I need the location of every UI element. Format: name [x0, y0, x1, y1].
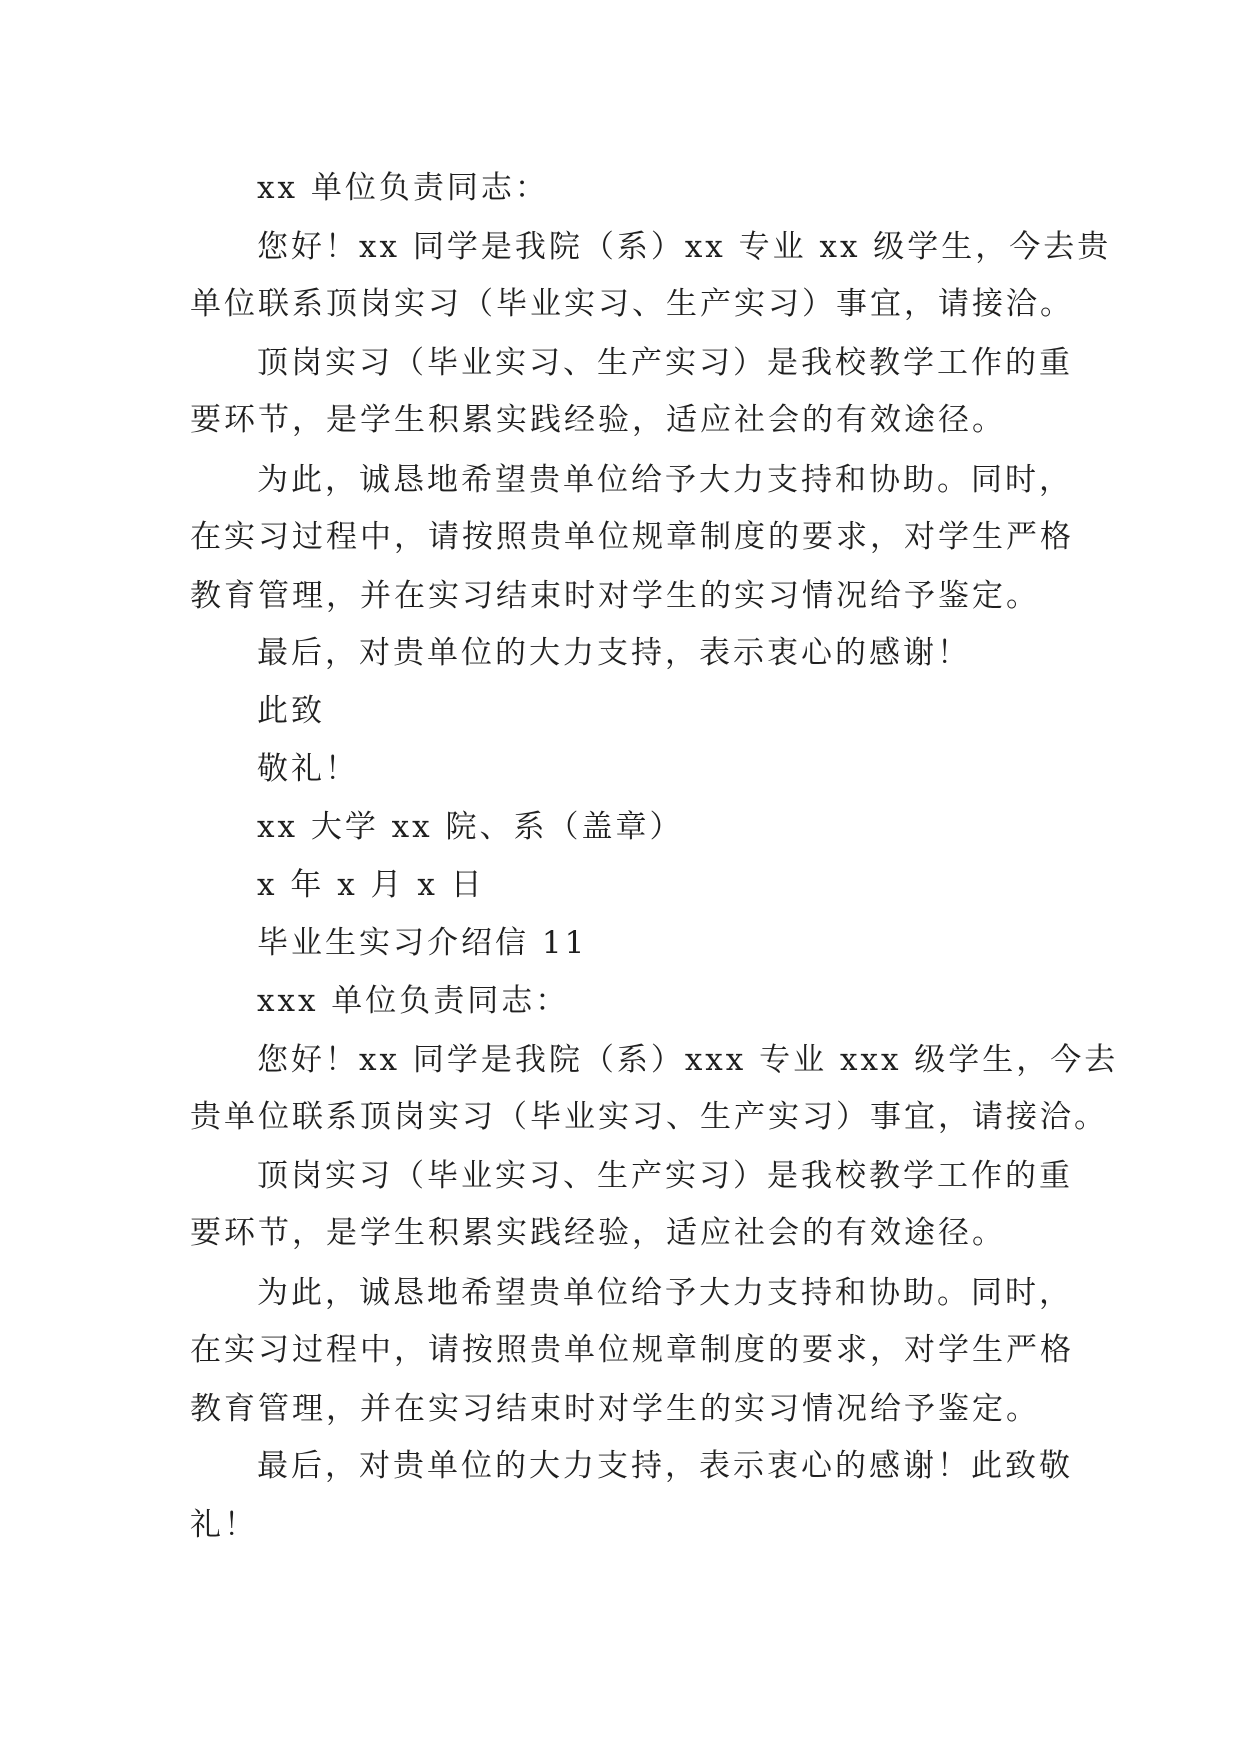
- letter2-paragraph1-line2: 贵单位联系顶岗实习（毕业实习、生产实习）事宜，请接洽。: [190, 1099, 1108, 1135]
- letter2-paragraph2-line2: 要环节，是学生积累实践经验，适应社会的有效途径。: [190, 1215, 1006, 1251]
- letter2-paragraph4-line1: 最后，对贵单位的大力支持，表示衷心的感谢！此致敬: [257, 1448, 1073, 1484]
- letter1-paragraph1-line1: 您好！xx 同学是我院（系）xx 专业 xx 级学生，今去贵: [257, 229, 1112, 265]
- letter2-paragraph1-line1: 您好！xx 同学是我院（系）xxx 专业 xxx 级学生，今去: [257, 1042, 1119, 1078]
- letter1-paragraph2-line2: 要环节，是学生积累实践经验，适应社会的有效途径。: [190, 402, 1006, 438]
- letter1-paragraph3-line1: 为此，诚恳地希望贵单位给予大力支持和协助。同时，: [257, 462, 1073, 498]
- letter2-paragraph3-line1: 为此，诚恳地希望贵单位给予大力支持和协助。同时，: [257, 1275, 1073, 1311]
- letter1-closing-line1: 此致: [257, 693, 325, 729]
- letter1-paragraph3-line2: 在实习过程中，请按照贵单位规章制度的要求，对学生严格: [190, 519, 1074, 555]
- letter2-paragraph4-line2: 礼！: [190, 1507, 258, 1543]
- letter1-paragraph4-line1: 最后，对贵单位的大力支持，表示衷心的感谢！: [257, 635, 971, 671]
- letter2-paragraph2-line1: 顶岗实习（毕业实习、生产实习）是我校教学工作的重: [257, 1158, 1073, 1194]
- letter1-closing-line2: 敬礼！: [257, 751, 359, 787]
- letter1-sender: xx 大学 xx 院、系（盖章）: [257, 809, 684, 845]
- letter1-paragraph3-line3: 教育管理，并在实习结束时对学生的实习情况给予鉴定。: [190, 578, 1040, 614]
- letter2-title: 毕业生实习介绍信 11: [257, 925, 588, 961]
- letter2-salutation: xxx 单位负责同志：: [257, 983, 570, 1019]
- letter2-paragraph3-line2: 在实习过程中，请按照贵单位规章制度的要求，对学生严格: [190, 1332, 1074, 1368]
- letter2-paragraph3-line3: 教育管理，并在实习结束时对学生的实习情况给予鉴定。: [190, 1391, 1040, 1427]
- letter1-date: x 年 x 月 x 日: [257, 867, 485, 903]
- letter1-paragraph1-line2: 单位联系顶岗实习（毕业实习、生产实习）事宜，请接洽。: [190, 286, 1074, 322]
- letter1-salutation: xx 单位负责同志：: [257, 170, 549, 206]
- letter1-paragraph2-line1: 顶岗实习（毕业实习、生产实习）是我校教学工作的重: [257, 345, 1073, 381]
